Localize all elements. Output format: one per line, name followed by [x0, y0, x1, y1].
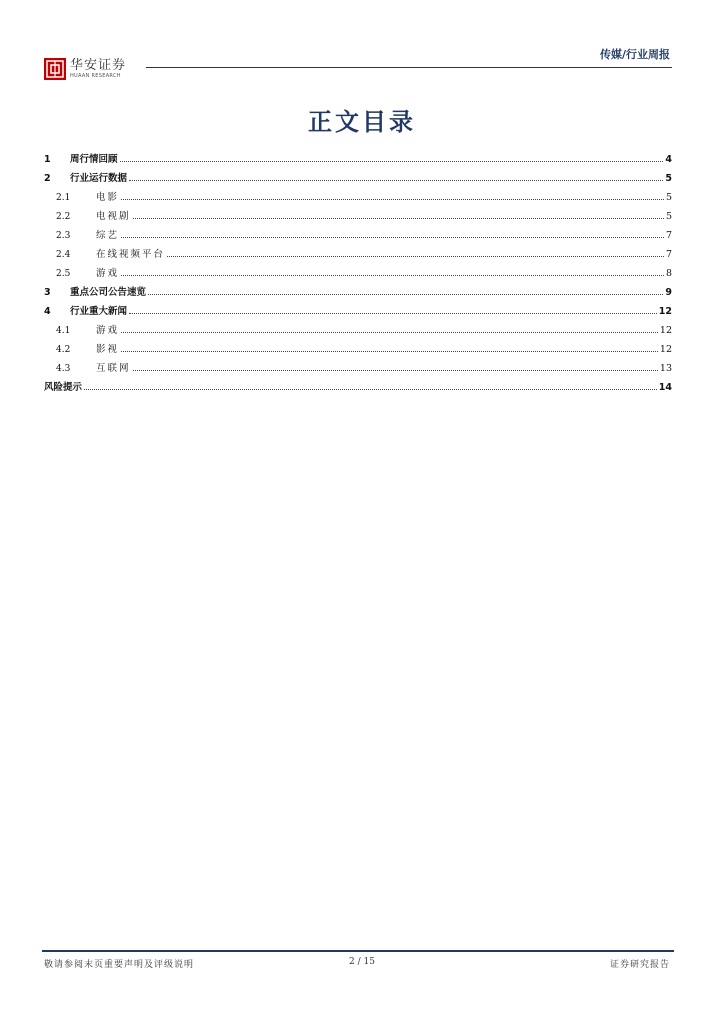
toc-leader-dots [148, 294, 663, 295]
toc-entry[interactable] [44, 374, 672, 393]
toc-title: 正文目录 [308, 108, 416, 136]
toc-entry[interactable] [44, 355, 672, 374]
toc-entry-label: 行业重大新闻 [70, 306, 128, 317]
toc-leader-dots [121, 332, 658, 333]
toc-entry-label: 电影 [96, 192, 120, 203]
toc-entry[interactable] [44, 260, 672, 279]
document-type: 证券研究报告 [609, 960, 670, 970]
toc-entry[interactable] [44, 203, 672, 222]
toc-entry[interactable] [44, 241, 672, 260]
toc-leader-dots [129, 313, 657, 314]
toc-leader-dots [84, 389, 657, 390]
page-number: 2 / 15 [349, 957, 375, 967]
toc-entry-number: 4 [44, 306, 51, 317]
header-divider [146, 67, 672, 68]
footer-divider [42, 950, 674, 952]
toc-entry[interactable] [44, 165, 672, 184]
toc-leader-dots [133, 218, 664, 219]
toc-entry-label: 游戏 [96, 268, 120, 279]
toc-leader-dots [129, 180, 663, 181]
toc-leader-dots [121, 237, 664, 238]
toc-entry-page: 13 [659, 363, 672, 374]
toc-entry-page: 12 [659, 325, 672, 336]
toc-entry-page: 7 [665, 249, 672, 260]
toc-entry[interactable] [44, 279, 672, 298]
table-of-contents [44, 146, 672, 393]
toc-entry-page: 8 [665, 268, 672, 279]
toc-entry-label: 电视剧 [96, 211, 131, 222]
toc-entry-number: 2.4 [56, 250, 71, 260]
toc-entry-page: 12 [659, 344, 672, 355]
toc-entry-label: 互联网 [96, 363, 131, 374]
toc-leader-dots [133, 370, 658, 371]
toc-entry-page: 9 [665, 287, 672, 298]
report-category: 传媒/行业周报 [599, 48, 670, 61]
toc-entry-label: 在线视频平台 [96, 249, 166, 260]
toc-entry-label: 综艺 [96, 230, 120, 241]
toc-entry[interactable] [44, 146, 672, 165]
toc-entry[interactable] [44, 298, 672, 317]
toc-entry[interactable] [44, 184, 672, 203]
toc-leader-dots [121, 351, 658, 352]
toc-entry-label: 周行情回顾 [70, 154, 118, 165]
footer-disclaimer: 敬请参阅末页重要声明及评级说明 [44, 960, 195, 970]
toc-entry-number: 2 [44, 173, 51, 184]
toc-leader-dots [120, 161, 664, 162]
toc-entry-number: 2.3 [56, 231, 71, 241]
logo-english-name: HUAAN RESEARCH [70, 73, 121, 79]
toc-leader-dots [121, 275, 664, 276]
toc-entry-number: 2.2 [56, 212, 71, 222]
toc-entry-page: 4 [665, 154, 672, 165]
toc-leader-dots [121, 199, 664, 200]
toc-entry-page: 14 [658, 382, 672, 393]
toc-entry-label: 行业运行数据 [70, 173, 128, 184]
toc-entry-label: 影视 [96, 344, 120, 355]
toc-entry-page: 5 [665, 211, 672, 222]
toc-entry-label: 风险提示 [44, 382, 83, 393]
toc-entry-number: 4.1 [56, 326, 71, 336]
company-logo [44, 58, 126, 80]
toc-entry[interactable] [44, 336, 672, 355]
toc-entry-number: 4.2 [56, 345, 71, 355]
toc-entry-page: 5 [665, 192, 672, 203]
logo-chinese-name: 华安证券 [70, 58, 127, 73]
toc-entry[interactable] [44, 317, 672, 336]
toc-entry-number: 4.3 [56, 364, 71, 374]
toc-entry-label: 游戏 [96, 325, 120, 336]
toc-entry-number: 2.5 [56, 269, 71, 279]
toc-entry-number: 1 [44, 154, 51, 165]
toc-entry-number: 2.1 [56, 193, 71, 203]
huaan-logo-icon [44, 58, 66, 80]
toc-entry-page: 5 [665, 173, 672, 184]
toc-leader-dots [167, 256, 664, 257]
toc-entry[interactable] [44, 222, 672, 241]
toc-entry-label: 重点公司公告速览 [70, 287, 147, 298]
toc-entry-page: 12 [658, 306, 672, 317]
toc-entry-page: 7 [665, 230, 672, 241]
toc-entry-number: 3 [44, 287, 51, 298]
